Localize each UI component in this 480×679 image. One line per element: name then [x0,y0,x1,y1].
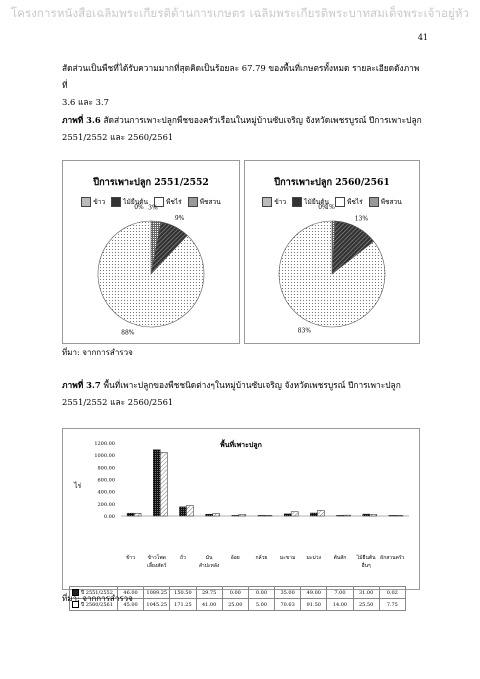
y-tick-label: 1200.00 [94,441,115,447]
caption-text: สัดส่วนการเพาะปลูกพืชของครัวเรือนในหมู่บ้านซับเจริญ จังหวัดเพชรบูรณ์ ปีการเพาะปลูก [103,115,422,125]
table-value-cell: 14.00 [327,599,353,611]
x-category-label: ข้าว [126,555,136,561]
figure-3-7-source: ที่มา: จากการสำรวจ [62,594,133,603]
pie-data-label: 13% [354,215,369,223]
bar-series-2 [370,514,377,516]
body-paragraph [62,60,422,111]
legend-item-field-crop: พืชไร่ [154,196,182,207]
y-tick-label: 200.00 [97,501,115,508]
legend-item-perennial: ไม้ยืนต้น [292,196,329,207]
table-value-cell: 7.75 [379,599,405,611]
paragraph-line-1: สัดส่วนเป็นพืชที่ได้รับความมากที่สุดคิดเป็นร้อยละ 67.79 ของพื้นที่เกษตรทั้งหมด รายละเอียดดังภาพที่ [62,63,420,90]
running-header: โครงการหนังสือเฉลิมพระเกียรติด้านการเกษตร เฉลิมพระเกียรติพระบาทสมเด็จพระเจ้าอยู่หัว [10,6,470,20]
table-value-cell: 91.50 [301,599,327,611]
figure-3-6-caption [62,112,432,146]
bar-series-2 [291,512,298,516]
pie-title: ปีการเพาะปลูก 2551/2552 [93,177,209,188]
bar-series-2 [134,513,141,516]
pie-data-label: 0% [134,204,144,211]
table-header-row [70,554,406,587]
x-category-label: อ้อย [230,555,240,561]
table-value-cell: 25.50 [353,599,379,611]
x-category-label: ถั่ว [180,555,186,561]
legend-item-rice: ข้าว [81,196,105,207]
pie-data-label: 0% [318,204,328,211]
figure-3-7-caption [62,377,432,411]
x-category-label: มันสำปะหลัง [198,555,220,569]
table-value-cell: 7.00 [327,587,353,599]
y-tick-label: 1000.00 [94,453,115,460]
bar-series-2 [344,515,351,516]
caption-label: ภาพที่ 3.7 [62,380,101,390]
pie-chart-svg [245,161,419,343]
bar-series-1 [232,515,239,516]
pie-data-label: 1% [325,204,335,212]
table-value-cell: 1089.25 [144,587,170,599]
table-value-cell: 0.00 [248,587,274,599]
bar-series-1 [389,515,396,516]
bar-series-1 [258,515,265,516]
legend-item-garden: พืชสวน [369,196,402,207]
pie-chart-panel-2551 [62,160,240,344]
x-category-label: มะขาม [279,555,296,561]
page-number: 41 [417,33,428,42]
bar-series-2 [213,514,220,516]
table-value-cell: 31.00 [353,587,379,599]
pie-chart-panel-2560 [244,160,420,344]
table-value-cell: 35.00 [275,587,301,599]
bar-series-1 [153,450,160,516]
x-category-label: ไม้ยืนต้นอื่นๆ [356,555,376,569]
caption-line-2: 2551/2552 และ 2560/2561 [62,397,174,407]
pie-data-label: 3% [148,204,158,212]
series-name: ปี 2551/2552 [81,589,113,596]
x-category-label: มะม่วง [306,555,322,561]
x-category-label: ข้าวโพดเลี้ยงสัตว์ [147,555,167,569]
x-category-label: กล้วย [255,555,268,561]
table-value-cell: 150.50 [170,587,196,599]
pie-data-label: 83% [297,327,312,335]
pie-title: ปีการเพาะปลูก 2560/2561 [274,177,390,188]
bar-series-2 [265,515,272,516]
pie-data-label: 88% [121,329,135,337]
table-value-cell: 49.00 [301,587,327,599]
caption-label: ภาพที่ 3.6 [62,115,101,125]
y-axis-label: ไร่ [74,482,82,490]
bar-series-1 [206,514,213,516]
bar-series-1 [337,515,344,516]
legend-item-field-crop: พืชไร่ [335,196,363,207]
table-value-cell: 45.00 [118,599,144,611]
table-value-cell: 70.63 [275,599,301,611]
table-value-cell: 29.75 [196,587,222,599]
pie-slice-field-crop [98,221,204,327]
table-value-cell: 171.25 [170,599,196,611]
bar-series-1 [363,514,370,516]
y-tick-label: 800.00 [97,465,115,472]
table-value-cell: 5.00 [248,599,274,611]
bar-series-1 [284,514,291,516]
table-value-cell: 0.00 [222,587,248,599]
caption-line-2: 2551/2552 และ 2560/2561 [62,132,174,142]
bar-series-2 [317,510,324,516]
bar-series-2 [239,514,246,516]
bar-series-2 [160,452,167,516]
y-tick-label: 600.00 [97,477,115,484]
bar-series-1 [127,513,134,516]
table-value-cell: 25.00 [222,599,248,611]
bar-series-2 [396,515,403,516]
series-name: ปี 2560/2561 [81,601,113,608]
table-value-cell: 41.00 [196,599,222,611]
caption-text: พื้นที่เพาะปลูกของพืชชนิดต่างๆในหมู่บ้านซับเจริญ จังหวัดเพชรบูรณ์ ปีการเพาะปลูก [103,380,401,390]
bar-chart-title: พื้นที่เพาะปลูก [220,440,262,449]
figure-3-6-source: ที่มา: จากการสำรวจ [62,348,133,357]
legend-item-garden: พืชสวน [188,196,221,207]
y-tick-label: 400.00 [97,489,115,496]
x-category-label: ผักสวนครัว [380,555,405,561]
bar-series-1 [179,507,186,516]
pie-chart-svg [63,161,239,343]
y-tick-label: 0.00 [103,514,115,520]
x-category-label: ต้นสัก [333,555,347,561]
pie-data-label: 9% [174,214,185,222]
table-value-cell: 46.00 [118,587,144,599]
legend-item-rice: ข้าว [262,196,286,207]
bar-series-1 [310,513,317,516]
bar-series-2 [186,506,193,516]
legend-item-perennial: ไม้ยืนต้น [111,196,148,207]
paragraph-line-2: 3.6 และ 3.7 [62,97,109,107]
table-value-cell: 0.02 [379,587,405,599]
table-value-cell: 1045.25 [144,599,170,611]
